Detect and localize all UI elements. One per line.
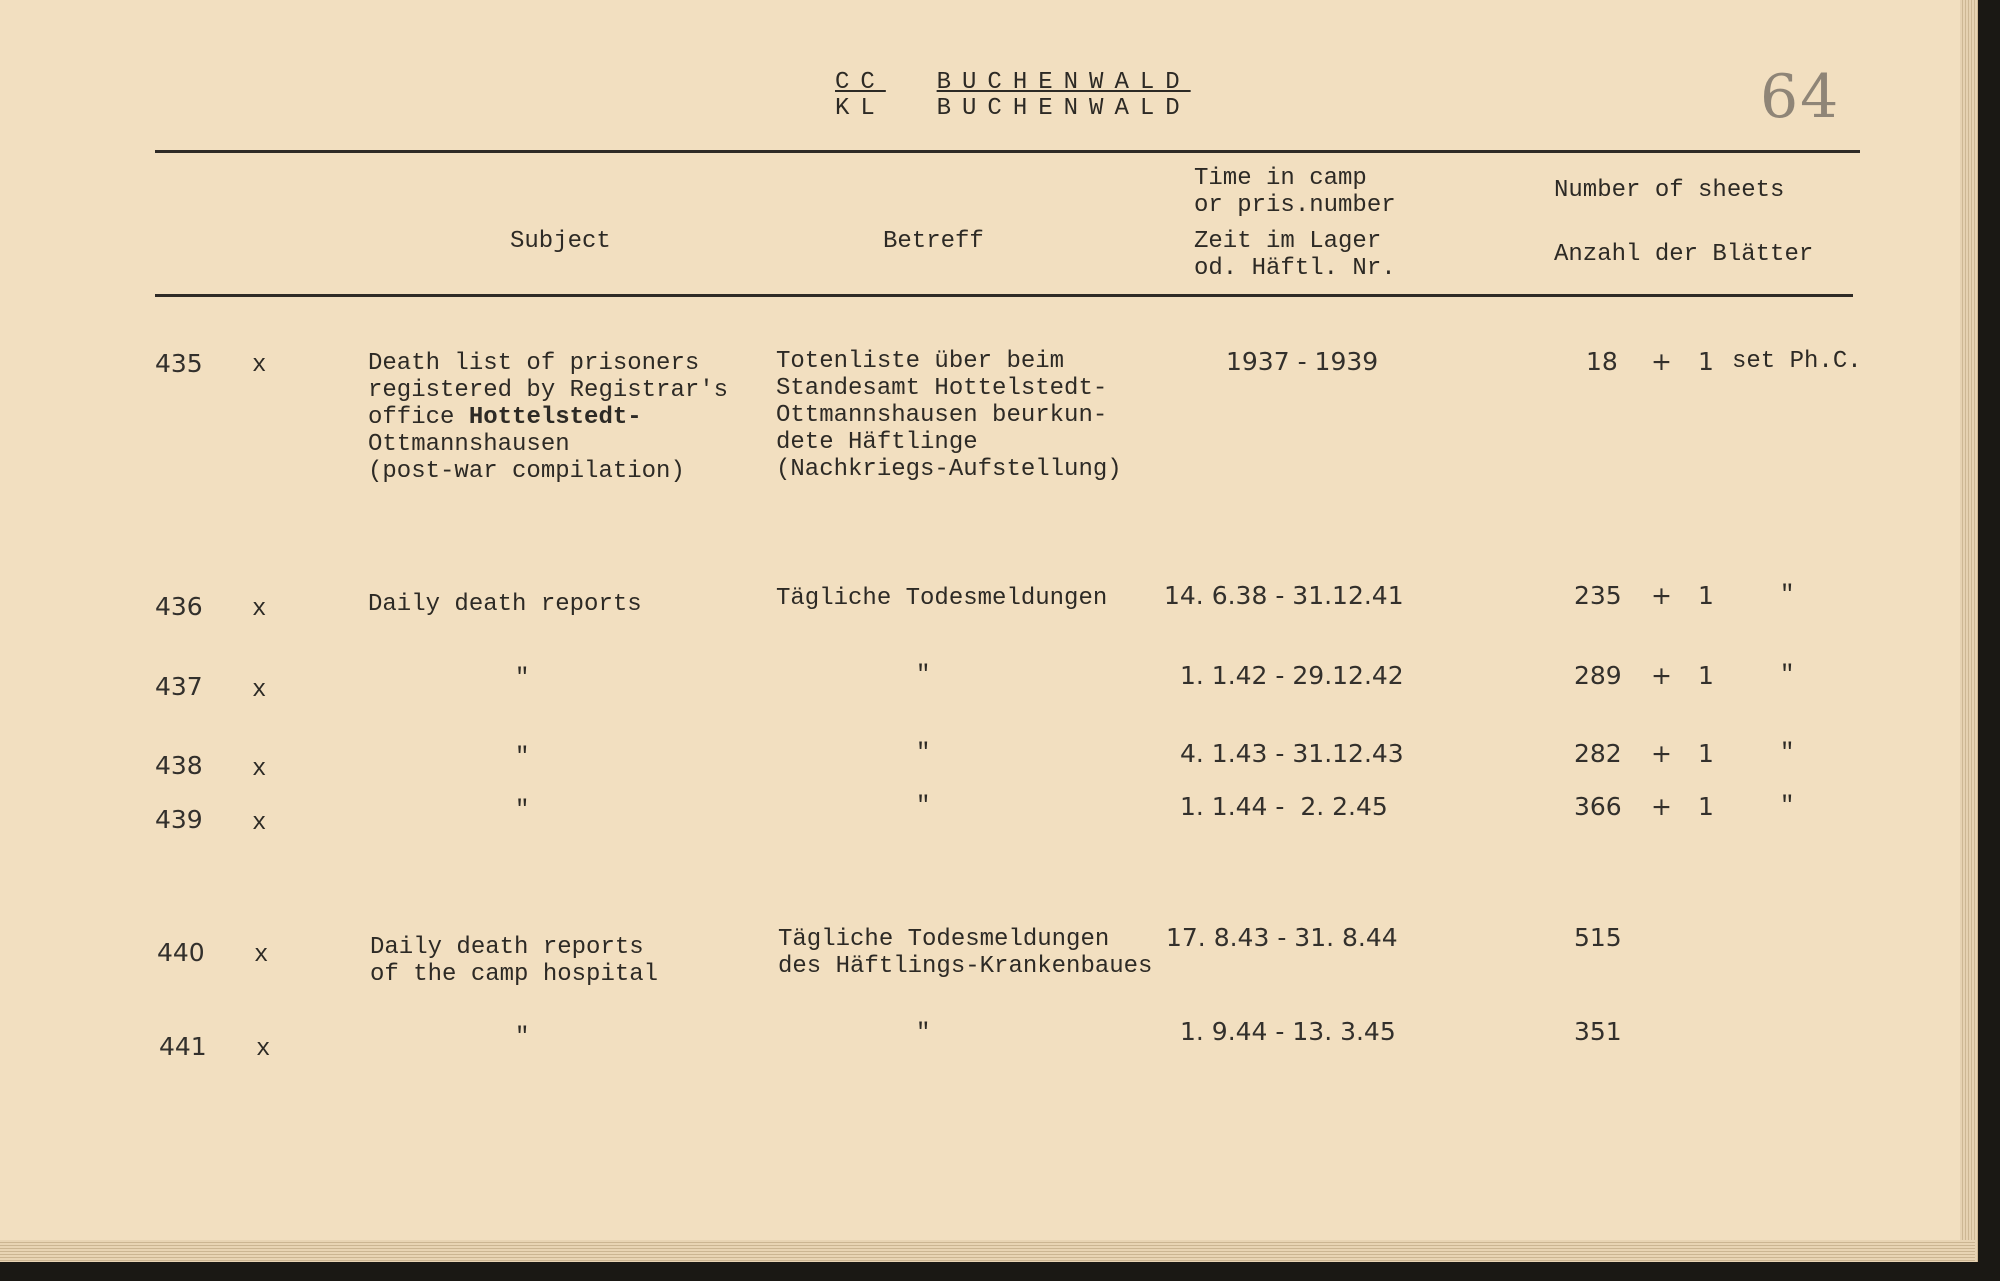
column-header-time-en: Time in camp or pris.number <box>1194 165 1396 219</box>
row-number: 441 <box>159 1032 207 1061</box>
row-note: " <box>1780 662 1795 689</box>
row-note: " <box>1780 793 1795 820</box>
row-number: 436 <box>155 592 203 621</box>
title-line-1-name: BUCHENWALD <box>936 69 1191 96</box>
row-betreff: " <box>916 1020 931 1047</box>
row-subject: " <box>515 797 530 824</box>
column-header-subject: Subject <box>510 228 611 255</box>
row-subject-text-2: Ottmannshausen (post-war compilation) <box>368 431 685 485</box>
row-sheets: 282 <box>1574 739 1622 768</box>
row-betreff: " <box>916 793 931 820</box>
row-subject: Daily death reports <box>368 591 642 618</box>
row-betreff: Totenliste über beim Standesamt Hottelstedt- Ottmannshausen beurkun- dete Häftlinge (Nachkriegs-Aufstellung) <box>776 348 1122 483</box>
row-sheets: 351 <box>1574 1017 1622 1046</box>
row-subject: Daily death reports of the camp hospital <box>370 934 659 988</box>
row-mark: x <box>252 756 267 783</box>
row-number: 437 <box>155 672 203 701</box>
column-header-sheets-en: Number of sheets <box>1554 177 1785 204</box>
row-mark: x <box>252 596 267 623</box>
row-extra: 1 <box>1698 347 1714 376</box>
title-line-2 <box>835 96 1191 122</box>
title-line-2-name: BUCHENWALD <box>936 95 1191 122</box>
row-sheets: 18 <box>1586 347 1618 376</box>
column-header-time-de: Zeit im Lager od. Häftl. Nr. <box>1194 228 1396 282</box>
column-header-sheets-de: Anzahl der Blätter <box>1554 241 1814 268</box>
row-mark: x <box>252 352 267 379</box>
row-extra: 1 <box>1698 581 1714 610</box>
row-mark: x <box>254 942 269 969</box>
row-number: 435 <box>155 349 203 378</box>
row-sheets: 235 <box>1574 581 1622 610</box>
row-period: 4. 1.43 - 31.12.43 <box>1180 739 1404 768</box>
top-rule <box>155 150 1860 153</box>
row-number: 438 <box>155 751 203 780</box>
row-plus: + <box>1651 661 1672 690</box>
row-note: " <box>1780 740 1795 767</box>
row-betreff: Tägliche Todesmeldungen des Häftlings-Krankenbaues <box>778 926 1153 980</box>
row-plus: + <box>1651 581 1672 610</box>
row-extra: 1 <box>1698 661 1714 690</box>
page-stack-edge-bottom <box>0 1240 1975 1262</box>
header-rule <box>155 294 1853 297</box>
row-number: 440 <box>157 938 205 967</box>
column-header-betreff: Betreff <box>883 228 984 255</box>
row-mark: x <box>252 810 267 837</box>
row-betreff: Tägliche Todesmeldungen <box>776 585 1108 612</box>
row-subject-bold: Hottelstedt- <box>468 404 642 431</box>
row-number: 439 <box>155 805 203 834</box>
row-sheets: 366 <box>1574 792 1622 821</box>
row-subject: " <box>515 744 530 771</box>
row-subject: " <box>515 665 530 692</box>
row-period: 1937 - 1939 <box>1226 347 1379 376</box>
row-sheets: 289 <box>1574 661 1622 690</box>
title-line-1-prefix: CC <box>835 69 886 96</box>
row-betreff: " <box>916 740 931 767</box>
page-stack-edge-right <box>1960 0 1978 1262</box>
page-number: 64 <box>1760 62 1841 132</box>
row-extra: 1 <box>1698 792 1714 821</box>
row-period: 17. 8.43 - 31. 8.44 <box>1166 923 1398 952</box>
row-sheets: 515 <box>1574 923 1622 952</box>
title-line-2-prefix: KL <box>835 95 886 122</box>
row-extra: 1 <box>1698 739 1714 768</box>
row-note: set Ph.C. <box>1732 348 1862 375</box>
row-period: 1. 1.44 - 2. 2.45 <box>1180 792 1388 821</box>
row-subject: " <box>515 1024 530 1051</box>
row-mark: x <box>256 1036 271 1063</box>
row-plus: + <box>1651 792 1672 821</box>
row-mark: x <box>252 677 267 704</box>
row-plus: + <box>1651 347 1672 376</box>
row-subject <box>368 350 728 485</box>
row-subject-text: Death list of prisoners registered by Registrar's office <box>368 350 729 431</box>
row-period: 1. 9.44 - 13. 3.45 <box>1180 1017 1396 1046</box>
row-note: " <box>1780 582 1795 609</box>
row-period: 14. 6.38 - 31.12.41 <box>1164 581 1404 610</box>
row-period: 1. 1.42 - 29.12.42 <box>1180 661 1404 690</box>
row-betreff: " <box>916 662 931 689</box>
row-plus: + <box>1651 739 1672 768</box>
title-line-1 <box>835 70 1191 96</box>
